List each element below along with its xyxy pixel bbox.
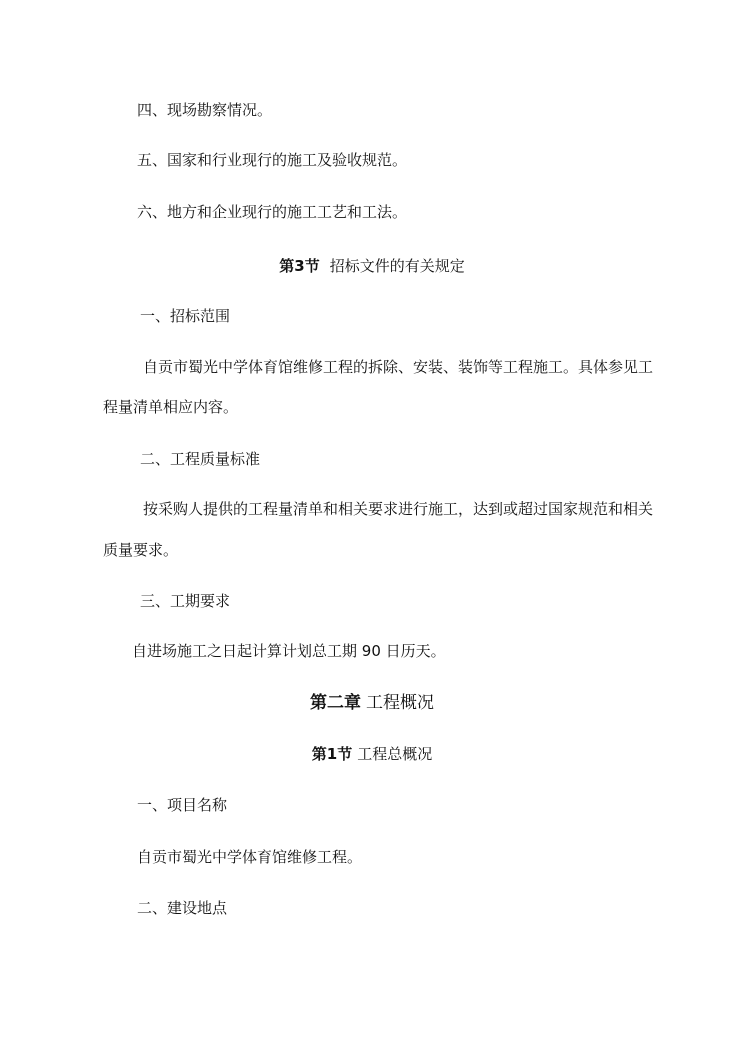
section-3-title: 招标文件的有关规定 [329, 257, 465, 275]
quality-text-line-1: 按采购人提供的工程量清单和相关要求进行施工，达到或超过国家规范和相关 [143, 500, 654, 518]
intro-item-6: 六、地方和企业现行的施工工艺和工法。 [137, 203, 408, 221]
section-1-heading [0, 744, 744, 764]
period-text: 自进场施工之日起计算计划总工期 90 日历天。 [132, 642, 446, 660]
quality-text-line-2: 质量要求。 [103, 541, 179, 559]
chapter-2-title: 工程概况 [366, 693, 434, 713]
scope-text-line-2: 程量清单相应内容。 [103, 398, 239, 416]
period-heading: 三、工期要求 [140, 592, 231, 610]
intro-item-5: 五、国家和行业现行的施工及验收规范。 [137, 151, 408, 169]
scope-text-line-1: 自贡市蜀光中学体育馆维修工程的拆除、安装、装饰等工程施工。具体参见工 [143, 358, 654, 376]
location-heading: 二、建设地点 [137, 899, 228, 917]
section-3-heading [0, 256, 744, 276]
project-name-heading: 一、项目名称 [137, 796, 228, 814]
project-name-text: 自贡市蜀光中学体育馆维修工程。 [137, 848, 363, 866]
section-3-number: 第3节 [279, 257, 320, 275]
quality-heading: 二、工程质量标准 [140, 450, 261, 468]
section-1-title: 工程总概况 [357, 745, 433, 763]
scope-heading: 一、招标范围 [140, 307, 231, 325]
section-1-number: 第1节 [311, 745, 353, 763]
chapter-2-number: 第二章 [310, 693, 361, 713]
chapter-2-heading [0, 692, 744, 714]
intro-item-4: 四、现场勘察情况。 [137, 101, 273, 119]
